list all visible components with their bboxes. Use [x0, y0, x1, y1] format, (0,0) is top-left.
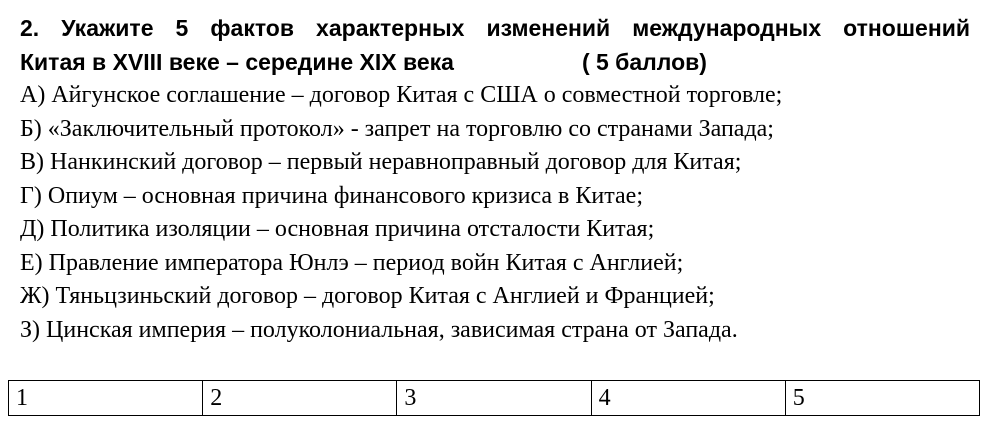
option-z: З) Цинская империя – полуколониальная, зависимая страна от Запада. [20, 316, 738, 343]
question-points: ( 5 баллов) [581, 49, 707, 75]
option-e: Е) Правление императора Юнлэ – период войн Китая с Англией; [20, 249, 684, 276]
option-v: В) Нанкинский договор – первый неравноправный договор для Китая; [20, 149, 742, 175]
option-g: Г) Опиум – основная причина финансового кризиса в Китае; [20, 182, 643, 209]
answer-cell-2[interactable]: 2 [203, 381, 397, 416]
option-b: Б) «Заключительный протокол» - запрет на торговлю со странами Запада; [20, 115, 774, 142]
answer-table-row [9, 381, 980, 416]
answer-cell-1[interactable]: 1 [9, 381, 203, 416]
answer-cell-3[interactable]: 3 [397, 381, 591, 416]
question-title-line-1: 2. Укажите 5 фактов характерных изменений международных отношений [20, 15, 970, 41]
question-heading [20, 11, 970, 79]
question-block [20, 11, 970, 347]
option-zh: Ж) Тяньцзиньский договор – договор Китая с Англией и Францией; [20, 283, 715, 309]
answer-table [8, 380, 980, 416]
answer-cell-5[interactable]: 5 [785, 381, 979, 416]
answer-options-list [20, 79, 970, 347]
option-d: Д) Политика изоляции – основная причина отсталости Китая; [20, 216, 655, 242]
answer-cell-4[interactable]: 4 [591, 381, 785, 416]
question-title-line-2 [20, 45, 970, 79]
option-a: А) Айгунское соглашение – договор Китая с США о совместной торговле; [20, 82, 783, 108]
question-title-text: Китая в XVIII веке – середине XIX века [20, 49, 454, 75]
